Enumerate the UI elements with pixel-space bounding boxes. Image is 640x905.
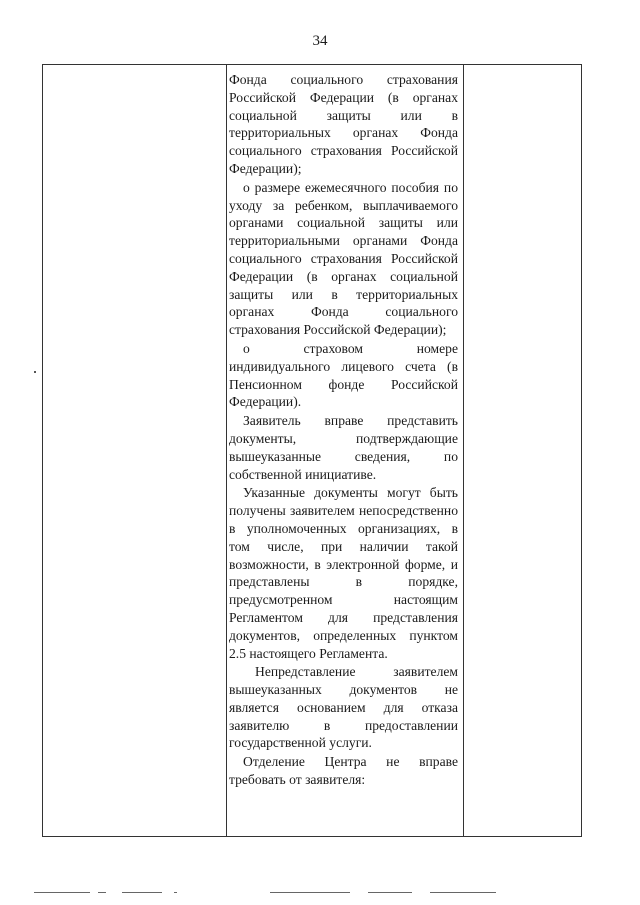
paragraph-center-not-entitled: Отделение Центра не вправе требовать от заявителя: (229, 754, 458, 788)
paragraph-non-submission: Непредставление заявителем вышеуказанных документов не является основанием для отказа заявителю в предоставлении государственной услуги. (229, 664, 458, 751)
paragraph-childcare-benefit: о размере ежемесячного пособия по уходу за ребенком, выплачиваемого органами социальной защиты или территориальными органами Фонда социального страхования Российской Федерации (в органах социальной защиты или в территориальных органах Фонда социального страхования Российской Федерации); (229, 179, 458, 338)
paragraph-fund-continuation: Фонда социального страхования Российской Федерации (в органах социальной защиты или в территориальных органах Фонда социального страхования Российской Федерации); (229, 72, 458, 176)
scan-footer-artifact (34, 891, 594, 895)
page-number: 34 (312, 33, 328, 49)
table-column-divider-right (463, 65, 464, 836)
table-middle-column-text (229, 71, 458, 789)
table-column-divider-left (226, 65, 227, 836)
paragraph-insurance-number: о страховом номере индивидуального лицевого счета (в Пенсионном фонде Российской Федерации). (229, 340, 458, 410)
document-table (42, 64, 582, 837)
scan-speck (34, 371, 36, 373)
paragraph-documents-obtained: Указанные документы могут быть получены заявителем непосредственно в уполномоченных организациях, в том числе, при наличии такой возможности, в электронной форме, и представлены в порядке, предусмотренном настоящим Регламентом для представления документов, определенных пунктом 2.5 настоящего Регламента. (229, 485, 458, 661)
paragraph-applicant-may-submit: Заявитель вправе представить документы, подтверждающие вышеуказанные сведения, по собственной инициативе. (229, 413, 458, 482)
